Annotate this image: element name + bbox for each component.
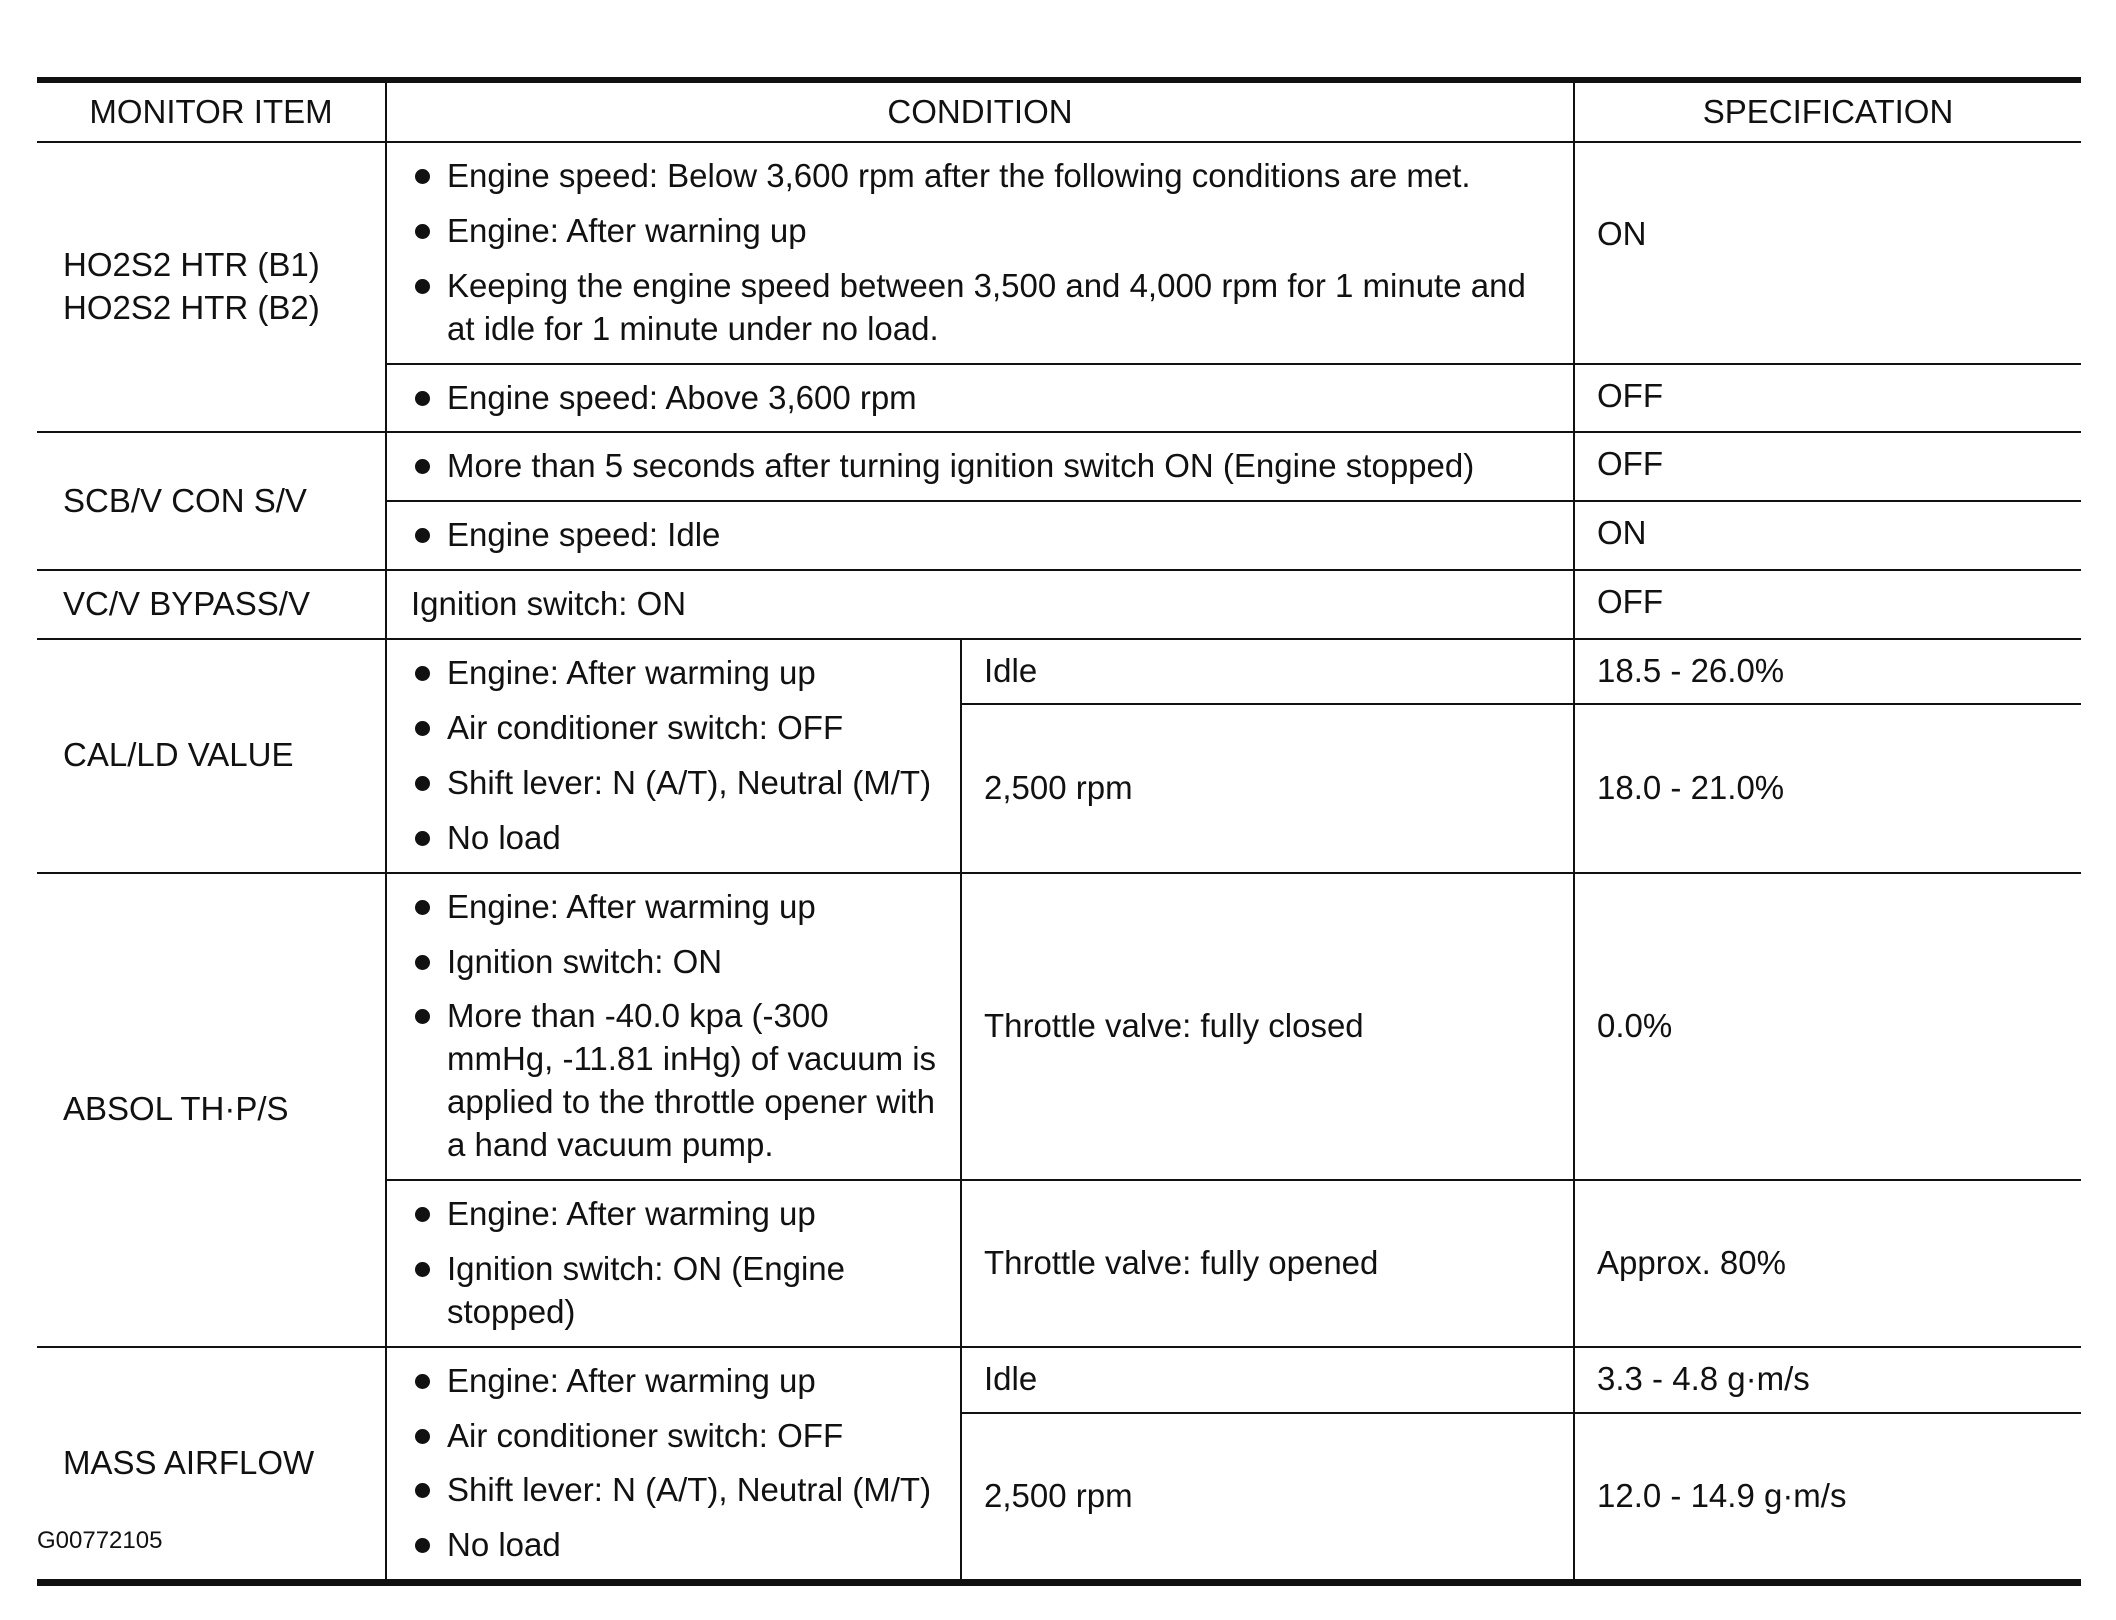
spec-value: 12.0 - 14.9 g·m/s	[1574, 1413, 2081, 1583]
sub-condition: Idle	[961, 639, 1574, 704]
condition-bullet: Engine speed: Above 3,600 rpm	[411, 377, 1557, 420]
condition-cell: Ignition switch: ON	[386, 570, 1574, 639]
table-row	[37, 570, 2081, 639]
header-monitor-item: MONITOR ITEM	[37, 80, 386, 142]
condition-cell	[386, 142, 1574, 364]
table-row	[37, 142, 2081, 364]
condition-bullet: Shift lever: N (A/T), Neutral (M/T)	[411, 1469, 944, 1512]
condition-bullet: Engine: After warming up	[411, 886, 944, 929]
sub-condition: 2,500 rpm	[961, 704, 1574, 873]
monitor-item-vcv: VC/V BYPASS/V	[37, 570, 386, 639]
condition-bullet: No load	[411, 1524, 944, 1567]
condition-cell	[386, 501, 1574, 570]
condition-cell	[386, 1347, 961, 1583]
condition-bullet: Ignition switch: ON (Engine stopped)	[411, 1248, 944, 1334]
figure-code: G00772105	[37, 1527, 163, 1554]
condition-bullet: Engine: After warming up	[411, 1360, 944, 1403]
header-condition: CONDITION	[386, 80, 1574, 142]
condition-bullet: Shift lever: N (A/T), Neutral (M/T)	[411, 762, 944, 805]
condition-bullet: Keeping the engine speed between 3,500 and 4,000 rpm for 1 minute and at idle for 1 minute under no load.	[411, 265, 1557, 351]
condition-bullet: Ignition switch: ON	[411, 941, 944, 984]
condition-bullet: Engine speed: Below 3,600 rpm after the following conditions are met.	[411, 155, 1557, 198]
condition-bullet: More than -40.0 kpa (-300 mmHg, -11.81 inHg) of vacuum is applied to the throttle opener with a hand vacuum pump.	[411, 995, 944, 1167]
spec-value: OFF	[1574, 364, 2081, 433]
monitor-spec-table	[37, 77, 2081, 1586]
table-row	[37, 1347, 2081, 1413]
spec-value: ON	[1574, 501, 2081, 570]
sub-condition: Throttle valve: fully opened	[961, 1180, 1574, 1347]
monitor-item-label: HO2S2 HTR (B1)	[63, 246, 320, 284]
condition-bullet: Air conditioner switch: OFF	[411, 707, 944, 750]
header-specification: SPECIFICATION	[1574, 80, 2081, 142]
spec-value: ON	[1574, 142, 2081, 364]
table-row	[37, 432, 2081, 501]
condition-bullet: More than 5 seconds after turning ignition switch ON (Engine stopped)	[411, 445, 1557, 488]
sub-condition: Idle	[961, 1347, 1574, 1413]
condition-bullet: Air conditioner switch: OFF	[411, 1415, 944, 1458]
monitor-item-absol: ABSOL TH·P/S	[37, 873, 386, 1347]
spec-value: OFF	[1574, 570, 2081, 639]
sub-condition: Throttle valve: fully closed	[961, 873, 1574, 1180]
condition-cell	[386, 1180, 961, 1347]
spec-value: OFF	[1574, 432, 2081, 501]
condition-cell	[386, 639, 961, 873]
condition-bullet: Engine: After warning up	[411, 210, 1557, 253]
spec-value: 3.3 - 4.8 g·m/s	[1574, 1347, 2081, 1413]
condition-cell	[386, 364, 1574, 433]
condition-bullet: Engine: After warming up	[411, 1193, 944, 1236]
condition-cell	[386, 432, 1574, 501]
table-row	[37, 873, 2081, 1180]
spec-value: 18.5 - 26.0%	[1574, 639, 2081, 704]
condition-bullet: Engine speed: Idle	[411, 514, 1557, 557]
spec-value: 18.0 - 21.0%	[1574, 704, 2081, 873]
monitor-item-label: HO2S2 HTR (B2)	[63, 289, 320, 327]
table-row	[37, 639, 2081, 704]
header-row	[37, 80, 2081, 142]
monitor-item-ho2s2	[37, 142, 386, 432]
monitor-item-maf: MASS AIRFLOW	[37, 1347, 386, 1583]
condition-cell	[386, 873, 961, 1180]
spec-value: 0.0%	[1574, 873, 2081, 1180]
sub-condition: 2,500 rpm	[961, 1413, 1574, 1583]
monitor-item-scbv: SCB/V CON S/V	[37, 432, 386, 570]
condition-bullet: No load	[411, 817, 944, 860]
spec-value: Approx. 80%	[1574, 1180, 2081, 1347]
condition-bullet: Engine: After warming up	[411, 652, 944, 695]
monitor-item-calld: CAL/LD VALUE	[37, 639, 386, 873]
